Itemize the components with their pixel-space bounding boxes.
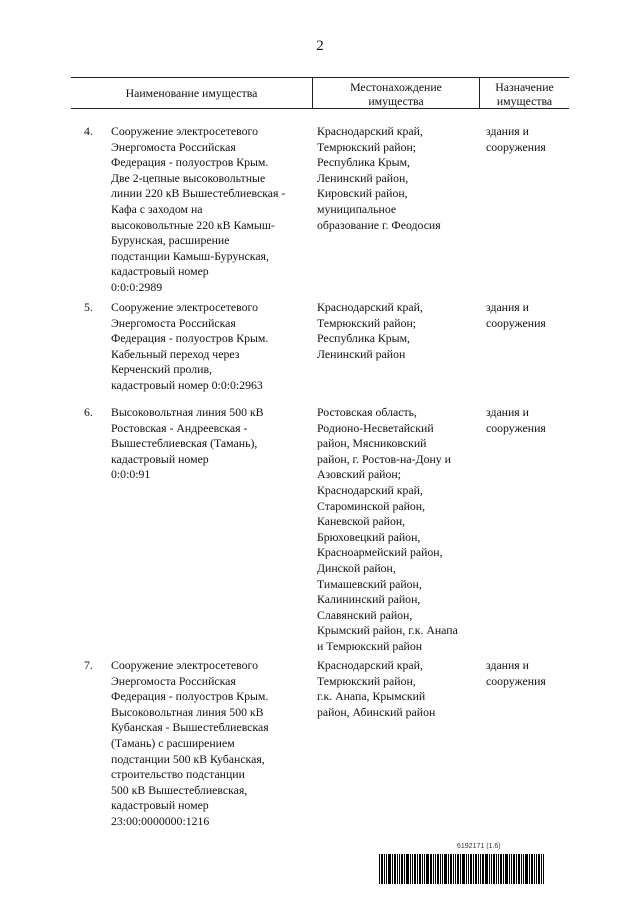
- row-purpose: здания и сооружения: [486, 300, 546, 330]
- barcode-bar: [381, 854, 383, 884]
- barcode-bar: [399, 854, 400, 884]
- barcode-bar: [500, 854, 502, 884]
- row-name: Высоковольтная линия 500 кВ Ростовская - Андреевская - Вышестеблиевская (Тамань), кадастровый номер 0:0:0:91: [111, 405, 264, 482]
- barcode-bar: [491, 854, 492, 884]
- barcode-bar: [412, 854, 413, 884]
- barcode-bar: [541, 854, 542, 884]
- row-name: Сооружение электросетевого Энергомоста Российская Федерация - полуостров Крым. Высоковольтная линия 500 кВ Кубанская - Вышестеблиевская (Тамань) с расширением подстанции 500 кВ Кубанская, строительство подстанции 500 кВ Вышестеблиевская, кадастровый номер 23:00:0000000:1216: [111, 658, 269, 828]
- barcode-bar: [386, 854, 387, 884]
- barcode-bar: [503, 854, 504, 884]
- barcode-bar: [397, 854, 398, 884]
- barcode-bar: [455, 854, 456, 884]
- barcode-bar: [534, 854, 535, 884]
- barcode-bar: [516, 854, 517, 884]
- barcode-bar: [538, 854, 540, 884]
- barcode-bar: [417, 854, 418, 884]
- barcode-bar: [379, 854, 380, 884]
- row-location: Краснодарский край, Темрюкский район; Республика Крым, Ленинский район: [317, 300, 423, 361]
- document-code: 6192171 (1.6): [457, 843, 501, 850]
- barcode-bar: [394, 854, 396, 884]
- barcode-bar: [518, 854, 520, 884]
- row-purpose: здания и сооружения: [486, 124, 546, 154]
- barcode-bar: [470, 854, 472, 884]
- row-name: Сооружение электросетевого Энергомоста Российская Федерация - полуостров Крым. Две 2-цепные высоковольтные линии 220 кВ Вышестеблиевская - Кафа с заходом на высоковольтные 220 кВ Камыш- Бурунская, расширение подстанции Камыш-Бурунская, кадастровый номер 0:0:0:2989: [111, 124, 286, 294]
- barcode-bar: [406, 854, 409, 884]
- barcode-bar: [457, 854, 459, 884]
- row-number: 7.: [84, 658, 93, 672]
- row-name: Сооружение электросетевого Энергомоста Российская Федерация - полуостров Крым. Кабельный переход через Керченский пролив, кадастровый номер 0:0:0:2963: [111, 300, 269, 392]
- barcode-bar: [384, 854, 385, 884]
- barcode-bar: [426, 854, 429, 884]
- barcode-bar: [496, 854, 497, 884]
- row-number: 5.: [84, 300, 93, 314]
- barcode-bar: [466, 854, 467, 884]
- barcode-bar: [531, 854, 533, 884]
- row-number: 4.: [84, 124, 93, 138]
- barcode-bar: [440, 854, 441, 884]
- barcode-bar: [485, 854, 488, 884]
- barcode-bar: [498, 854, 499, 884]
- barcode-bar: [453, 854, 454, 884]
- header-purpose: Назначение имущества: [495, 80, 554, 108]
- row-number: 6.: [84, 405, 93, 419]
- barcode-bar: [435, 854, 436, 884]
- barcode-bar: [511, 854, 512, 884]
- barcode-bar: [478, 854, 479, 884]
- barcode: [379, 854, 569, 884]
- barcode-bar: [489, 854, 490, 884]
- barcode-bar: [525, 854, 528, 884]
- barcode-bar: [437, 854, 439, 884]
- header-location: Местонахождение имущества: [350, 80, 442, 108]
- row-purpose: здания и сооружения: [486, 405, 546, 435]
- barcode-bar: [505, 854, 508, 884]
- barcode-bar: [442, 854, 443, 884]
- barcode-bar: [493, 854, 495, 884]
- barcode-bar: [433, 854, 434, 884]
- barcode-bar: [543, 854, 544, 884]
- barcode-bar: [482, 854, 484, 884]
- row-location: Краснодарский край, Темрюкский район, г.к. Анапа, Крымский район, Абинский район: [317, 658, 436, 719]
- table-top-rule: [71, 77, 569, 78]
- barcode-bar: [521, 854, 522, 884]
- barcode-bar: [529, 854, 530, 884]
- barcode-bar: [460, 854, 461, 884]
- barcode-bar: [444, 854, 447, 884]
- barcode-bar: [480, 854, 481, 884]
- barcode-bar: [424, 854, 425, 884]
- barcode-bar: [410, 854, 411, 884]
- barcode-bar: [475, 854, 477, 884]
- barcode-bar: [414, 854, 416, 884]
- barcode-bar: [468, 854, 469, 884]
- barcode-bar: [450, 854, 452, 884]
- barcode-bar: [388, 854, 391, 884]
- barcode-bar: [404, 854, 405, 884]
- barcode-bar: [401, 854, 403, 884]
- barcode-bar: [462, 854, 465, 884]
- barcode-bar: [473, 854, 474, 884]
- barcode-bar: [422, 854, 423, 884]
- barcode-bar: [523, 854, 524, 884]
- row-location: Ростовская область, Родионо-Несветайский район, Мясниковский район, г. Ростов-на-Дону и Азовский район; Краснодарский край, Староминской район, Каневской район, Брюховецкий район, Красноармейский район, Динской район, Тимашевский район, Калининский район, Славянский район, Крымский район, г.к. Анапа и Темрюкский район: [317, 405, 458, 653]
- barcode-bar: [536, 854, 537, 884]
- row-location: Краснодарский край, Темрюкский район; Республика Крым, Ленинский район, Кировский район, муниципальное образование г. Феодосия: [317, 124, 441, 232]
- barcode-bar: [513, 854, 515, 884]
- table-header-rule: [71, 108, 569, 109]
- page-number: 2: [316, 38, 324, 54]
- row-purpose: здания и сооружения: [486, 658, 546, 688]
- barcode-bar: [509, 854, 510, 884]
- barcode-bar: [430, 854, 432, 884]
- barcode-bar: [419, 854, 421, 884]
- barcode-bar: [448, 854, 449, 884]
- barcode-bar: [392, 854, 393, 884]
- header-name: Наименование имущества: [125, 86, 258, 100]
